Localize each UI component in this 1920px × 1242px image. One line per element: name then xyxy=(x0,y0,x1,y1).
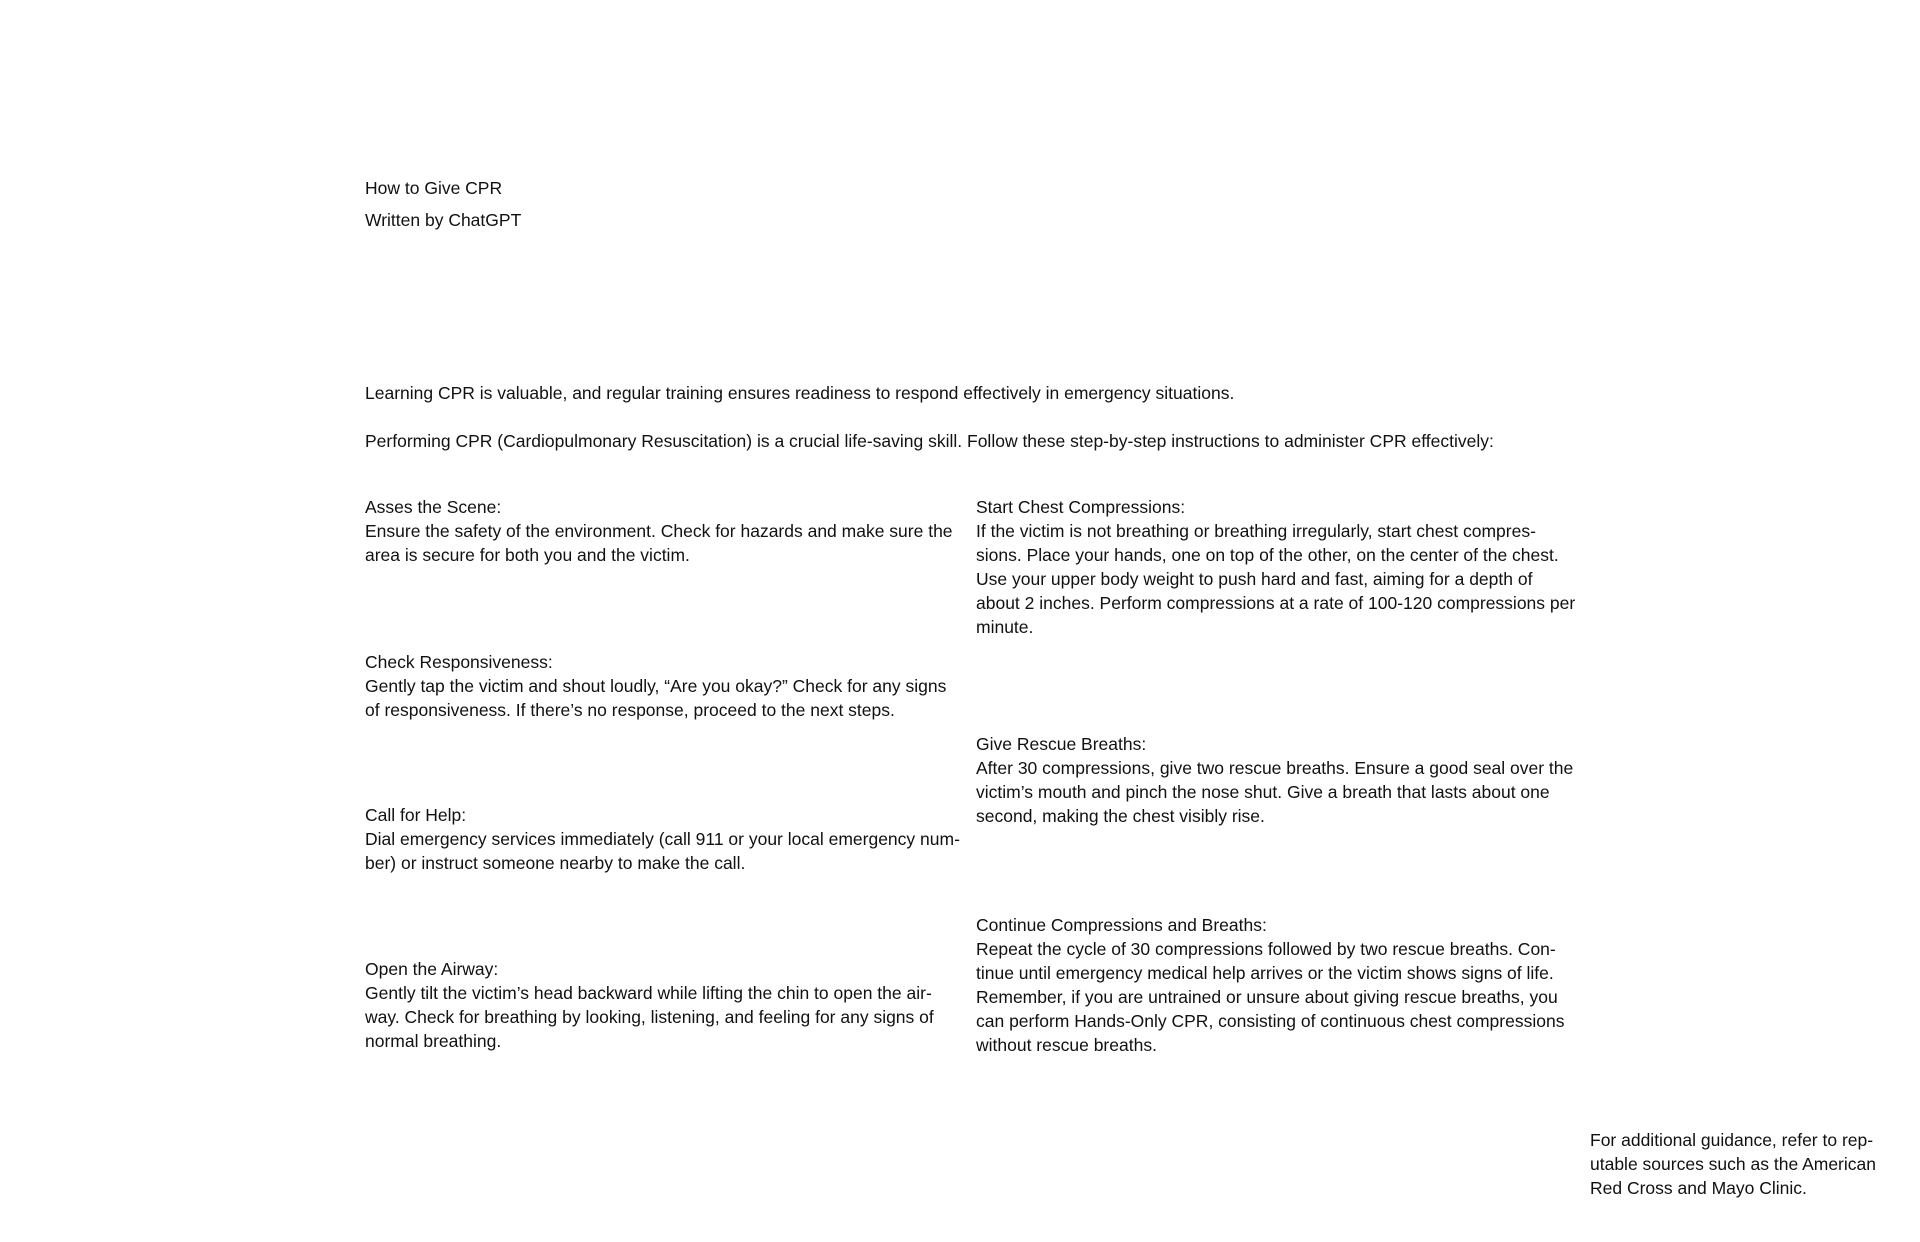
step-body-line: can perform Hands-Only CPR, consisting of continuous chest compressions xyxy=(976,1011,1565,1031)
step-body-line: Remember, if you are untrained or unsure about giving rescue breaths, you xyxy=(976,987,1558,1007)
step-body-line: minute. xyxy=(976,617,1034,637)
additional-guidance-note xyxy=(1590,1128,1890,1200)
step-body-line: After 30 compressions, give two rescue breaths. Ensure a good seal over the xyxy=(976,758,1574,778)
note-line: utable sources such as the American xyxy=(1590,1154,1876,1174)
step-body-line: of responsiveness. If there’s no response, proceed to the next steps. xyxy=(365,700,895,720)
step-open-airway xyxy=(365,957,965,1053)
step-title: Call for Help: xyxy=(365,805,467,825)
step-body-line: about 2 inches. Perform compressions at a rate of 100-120 compressions per xyxy=(976,593,1576,613)
document-title: How to Give CPR xyxy=(365,178,503,198)
step-title: Give Rescue Breaths: xyxy=(976,734,1147,754)
step-body-line: sions. Place your hands, one on top of the other, on the center of the chest. xyxy=(976,545,1559,565)
step-title: Open the Airway: xyxy=(365,959,499,979)
step-body-line: way. Check for breathing by looking, listening, and feeling for any signs of xyxy=(365,1007,934,1027)
step-body-line: Repeat the cycle of 30 compressions followed by two rescue breaths. Con- xyxy=(976,939,1556,959)
step-call-for-help xyxy=(365,803,965,875)
step-title: Continue Compressions and Breaths: xyxy=(976,915,1267,935)
step-check-responsiveness xyxy=(365,650,965,722)
step-body-line: normal breathing. xyxy=(365,1031,502,1051)
step-body-line: without rescue breaths. xyxy=(976,1035,1157,1055)
step-body xyxy=(976,756,1576,828)
step-body-line: Gently tap the victim and shout loudly, “Are you okay?” Check for any signs xyxy=(365,676,947,696)
step-body-line: ber) or instruct someone nearby to make the call. xyxy=(365,853,746,873)
document-author: Written by ChatGPT xyxy=(365,210,522,230)
intro-paragraph-2: Performing CPR (Cardiopulmonary Resuscitation) is a crucial life-saving skill. Follow these step-by-step instructions to administer CPR effectively: xyxy=(365,431,1494,451)
step-body xyxy=(365,827,965,875)
step-assess-scene xyxy=(365,495,965,567)
note-line: Red Cross and Mayo Clinic. xyxy=(1590,1178,1807,1198)
step-body-line: second, making the chest visibly rise. xyxy=(976,806,1265,826)
step-body xyxy=(365,519,965,567)
step-body-line: Dial emergency services immediately (call 911 or your local emergency num- xyxy=(365,829,960,849)
intro-paragraph-1: Learning CPR is valuable, and regular training ensures readiness to respond effectively in emergency situations. xyxy=(365,383,1235,403)
step-title: Check Responsiveness: xyxy=(365,652,553,672)
step-title: Asses the Scene: xyxy=(365,497,502,517)
step-body-line: Ensure the safety of the environment. Check for hazards and make sure the xyxy=(365,521,953,541)
step-chest-compressions xyxy=(976,495,1576,639)
step-body xyxy=(976,519,1576,639)
step-rescue-breaths xyxy=(976,732,1576,828)
step-body-line: victim’s mouth and pinch the nose shut. Give a breath that lasts about one xyxy=(976,782,1550,802)
step-title: Start Chest Compressions: xyxy=(976,497,1186,517)
step-body-line: Gently tilt the victim’s head backward while lifting the chin to open the air- xyxy=(365,983,932,1003)
step-body-line: If the victim is not breathing or breathing irregularly, start chest compres- xyxy=(976,521,1536,541)
step-continue-cycle xyxy=(976,913,1576,1057)
step-body xyxy=(365,674,965,722)
step-body-line: tinue until emergency medical help arrives or the victim shows signs of life. xyxy=(976,963,1554,983)
step-body-line: Use your upper body weight to push hard and fast, aiming for a depth of xyxy=(976,569,1533,589)
step-body-line: area is secure for both you and the victim. xyxy=(365,545,690,565)
step-body xyxy=(365,981,965,1053)
note-line: For additional guidance, refer to rep- xyxy=(1590,1130,1874,1150)
step-body xyxy=(976,937,1576,1057)
